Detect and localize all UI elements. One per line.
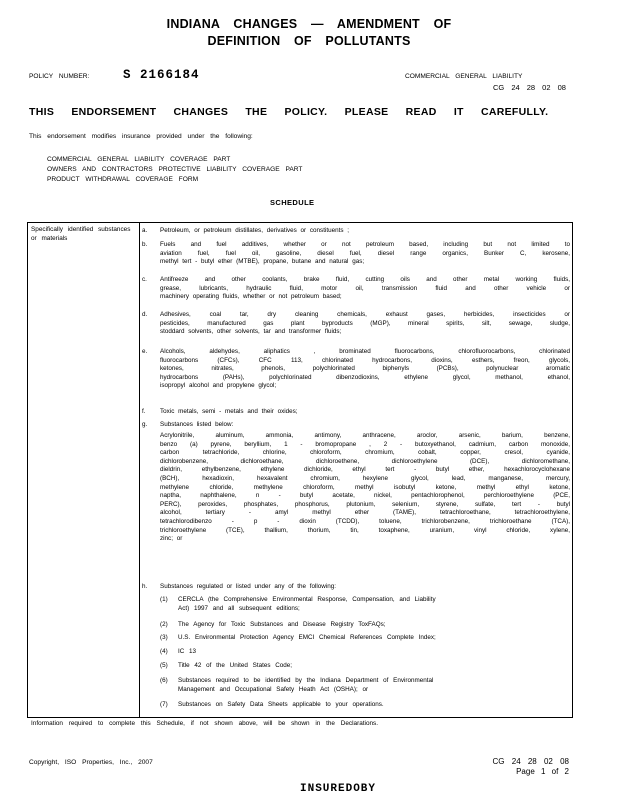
policy-number-label: POLICY NUMBER:: [29, 73, 90, 80]
schedule-item-letter: h.: [142, 583, 148, 590]
schedule-left-label: Specifically identified substances or materials: [31, 226, 131, 242]
schedule-item: [142, 432, 570, 544]
schedule-item: [142, 227, 570, 236]
schedule-item-text: hydrocarbons (PAHs), polychlorinated dibenzodioxins, ethylene glycol, methanol, ethanol,: [160, 373, 570, 381]
schedule-item-text: naptha, naphthalene, n - butyl acetate, nickel, pentachlorophenol, perchloroethylene (PCE,: [160, 492, 570, 500]
schedule-item-text: Toxic metals, semi - metals and their oxides;: [160, 408, 298, 415]
schedule-item-letter: e.: [142, 348, 148, 355]
schedule-item-text: Petroleum, or petroleum distillates, derivatives or constituents ;: [160, 227, 349, 234]
schedule-sub-item-text: U.S. Environmental Protection Agency EMCI Chemical References Complete Index;: [178, 634, 436, 641]
schedule-sub-item-number: (4): [160, 648, 168, 655]
schedule-footer-note: Information required to complete this Schedule, if not shown above, will be shown in the Declarations.: [31, 720, 379, 727]
coverage-part-item: COMMERCIAL GENERAL LIABILITY COVERAGE PART: [47, 156, 231, 163]
schedule-sub-item-number: (1): [160, 596, 168, 603]
copyright: Copyright, ISO Properties, Inc., 2007: [29, 759, 153, 766]
schedule-item: [142, 408, 570, 417]
schedule-item-text: (BCH), hexadioxin, hexavalent chromium, hexylene glycol, lead, manganese, mercury,: [160, 474, 570, 482]
schedule-sub-item-text: Management and Occupational Safety Heath Act (OSHA); or: [178, 685, 369, 693]
schedule-sub-item-text: Act) 1997 and all subsequent editions;: [178, 604, 300, 612]
coverage-part-item: PRODUCT WITHDRAWAL COVERAGE FORM: [47, 176, 199, 183]
modifies-text: This endorsement modifies insurance provided under the following:: [29, 133, 253, 140]
schedule-item-text: methyl tert - butyl ether (MTBE), propane, butane and natural gas;: [160, 258, 365, 266]
schedule-sub-item-text: Substances required to be identified by the Indiana Department of Environmental: [178, 677, 434, 684]
schedule-sub-item: [160, 648, 570, 657]
schedule-item-text: Fuels and fuel additives, whether or not petroleum based, including but not limited to: [160, 241, 570, 248]
form-type: COMMERCIAL GENERAL LIABILITY: [405, 73, 523, 80]
schedule-item-letter: a.: [142, 227, 148, 234]
schedule-sub-item-text: Substances on Safety Data Sheets applicable to your operations.: [178, 701, 384, 708]
schedule-column-divider: [139, 222, 140, 718]
schedule-sub-item: [160, 662, 570, 671]
schedule-item: [142, 311, 570, 337]
schedule-item-text: Antifreeze and other coolants, brake fluid, cutting oils and other metal working fluids,: [160, 276, 570, 283]
schedule-item-text: Adhesives, coal tar, dry cleaning chemicals, exhaust gases, herbicides, insecticides or: [160, 311, 570, 318]
schedule-sub-item-text: Title 42 of the United States Code;: [178, 662, 293, 669]
insured-copy-stamp: INSUREDOBY: [300, 783, 377, 795]
schedule-item-text: methylene chloride, methylene chloroform, methyl isobutyl ketone, methyl ethyl ketone,: [160, 483, 570, 491]
document-title-line1: INDIANA CHANGES — AMENDMENT OF: [166, 17, 452, 31]
page-number: Page 1 of 2: [516, 767, 569, 776]
schedule-item-text: tetrachlorodibenzo - p - dioxin (TCDD), toluene, trichlorobenzene, trichloroethane (TCA),: [160, 517, 570, 525]
schedule-sub-item: [160, 677, 570, 694]
schedule-item-text: Substances listed below:: [160, 421, 234, 428]
schedule-item-text: stoddard solvents, other solvents, tar and transformer fluids;: [160, 328, 342, 336]
schedule-item-text: pesticides, manufactured gas plant byproducts (MGP), mineral spirits, silt, sewage, sludge,: [160, 319, 570, 327]
coverage-parts: [47, 155, 302, 185]
schedule-item-text: benzo (a) pyrene, beryllium, 1 - bromopropane , 2 - butoxyethanol, cadmium, carbon monoxide,: [160, 440, 570, 448]
schedule-item-text: dieldrin, ethylbenzene, ethylene dichloride, ethyl tert - butyl ether, hexachlorocyclohexane: [160, 466, 570, 474]
document-title-line2: DEFINITION OF POLLUTANTS: [207, 34, 411, 48]
schedule-item-text: dichlorobenzene, dichloroethane, dichloroethene, dichloroethylene (DCE), dichloromethane,: [160, 457, 570, 465]
schedule-sub-item-text: CERCLA (the Comprehensive Environmental Response, Compensation, and Liability: [178, 596, 436, 603]
schedule-item-text: grease, lubricants, hydraulic fluid, motor oil, transmission fluid and other vehicle or: [160, 284, 570, 292]
schedule-item-text: alcohol, tertiary - amyl methyl ether (TAME), tetrachloroethane, tetrachloroethylene,: [160, 509, 570, 517]
schedule-sub-item-text: The Agency for Toxic Substances and Disease Registry ToxFAQs;: [178, 621, 386, 628]
endorsement-notice: THIS ENDORSEMENT CHANGES THE POLICY. PLEASE READ IT CAREFULLY.: [29, 106, 549, 118]
schedule-item: [142, 276, 570, 302]
schedule-item: [142, 583, 570, 592]
schedule-sub-item: [160, 701, 570, 710]
schedule-item-text: isopropyl alcohol and propylene glycol;: [160, 382, 277, 390]
schedule-item-text: Alcohols, aldehydes, aliphatics , brominated fluorocarbons, chlorofluorocarbons, chlorinated: [160, 348, 570, 355]
schedule-sub-item: [160, 621, 570, 630]
schedule-item-letter: c.: [142, 276, 147, 283]
schedule-sub-item-number: (7): [160, 701, 168, 708]
schedule-item-text: zinc; or: [160, 535, 183, 543]
schedule-item-letter: g.: [142, 421, 148, 428]
schedule-item-text: trichloroethylene (TCE), thallium, thorium, tin, toxaphene, uranium, vinyl chloride, xylene,: [160, 526, 570, 534]
schedule-sub-item: [160, 634, 570, 643]
schedule-title: SCHEDULE: [270, 198, 315, 207]
schedule-item: [142, 421, 570, 430]
schedule-item-text: aviation fuel, fuel oil, gasoline, diesel fuel, diesel range organics, Bunker C, kerosene,: [160, 249, 570, 257]
schedule-item-letter: d.: [142, 311, 148, 318]
schedule-item: [142, 348, 570, 391]
schedule-sub-item-number: (6): [160, 677, 168, 684]
schedule-item-text: PERC), peroxides, phosphates, phosphorus, plutonium, selenium, styrene, sulfate, tert - butyl: [160, 500, 570, 508]
schedule-item-letter: f.: [142, 408, 146, 415]
schedule-sub-item-number: (3): [160, 634, 168, 641]
form-code-footer: CG 24 28 02 08: [492, 757, 569, 766]
schedule-sub-item-number: (5): [160, 662, 168, 669]
schedule-item-text: ketones, nitrates, phenols, polychlorinated biphenyls (PCBs), polynuclear aromatic: [160, 365, 570, 373]
schedule-item: [142, 241, 570, 267]
schedule-item-letter: b.: [142, 241, 148, 248]
schedule-sub-item: [160, 596, 570, 613]
schedule-item-text: fluorocarbons (CFCs), CFC 113, chlorinated hydrocarbons, dioxins, esthers, freon, glycols,: [160, 356, 570, 364]
schedule-footer-divider: [27, 717, 573, 718]
schedule-item-text: Substances regulated or listed under any of the following:: [160, 583, 336, 590]
schedule-item-text: carbon tetrachloride, chlorine, chloroform, chromium, cobalt, copper, cresol, cyanide,: [160, 449, 570, 457]
schedule-sub-item-number: (2): [160, 621, 168, 628]
coverage-part-item: OWNERS AND CONTRACTORS PROTECTIVE LIABILITY COVERAGE PART: [47, 166, 303, 173]
form-code-header: CG 24 28 02 08: [493, 83, 566, 92]
policy-number: S 2166184: [123, 68, 200, 82]
schedule-item-text: machinery operating fluids, whether or not petroleum based;: [160, 293, 342, 301]
schedule-sub-item-text: IC 13: [178, 648, 197, 655]
schedule-item-text: Acrylonitrile, aluminum, ammonia, antimony, anthracene, aroclor, arsenic, barium, benzene,: [160, 432, 570, 439]
